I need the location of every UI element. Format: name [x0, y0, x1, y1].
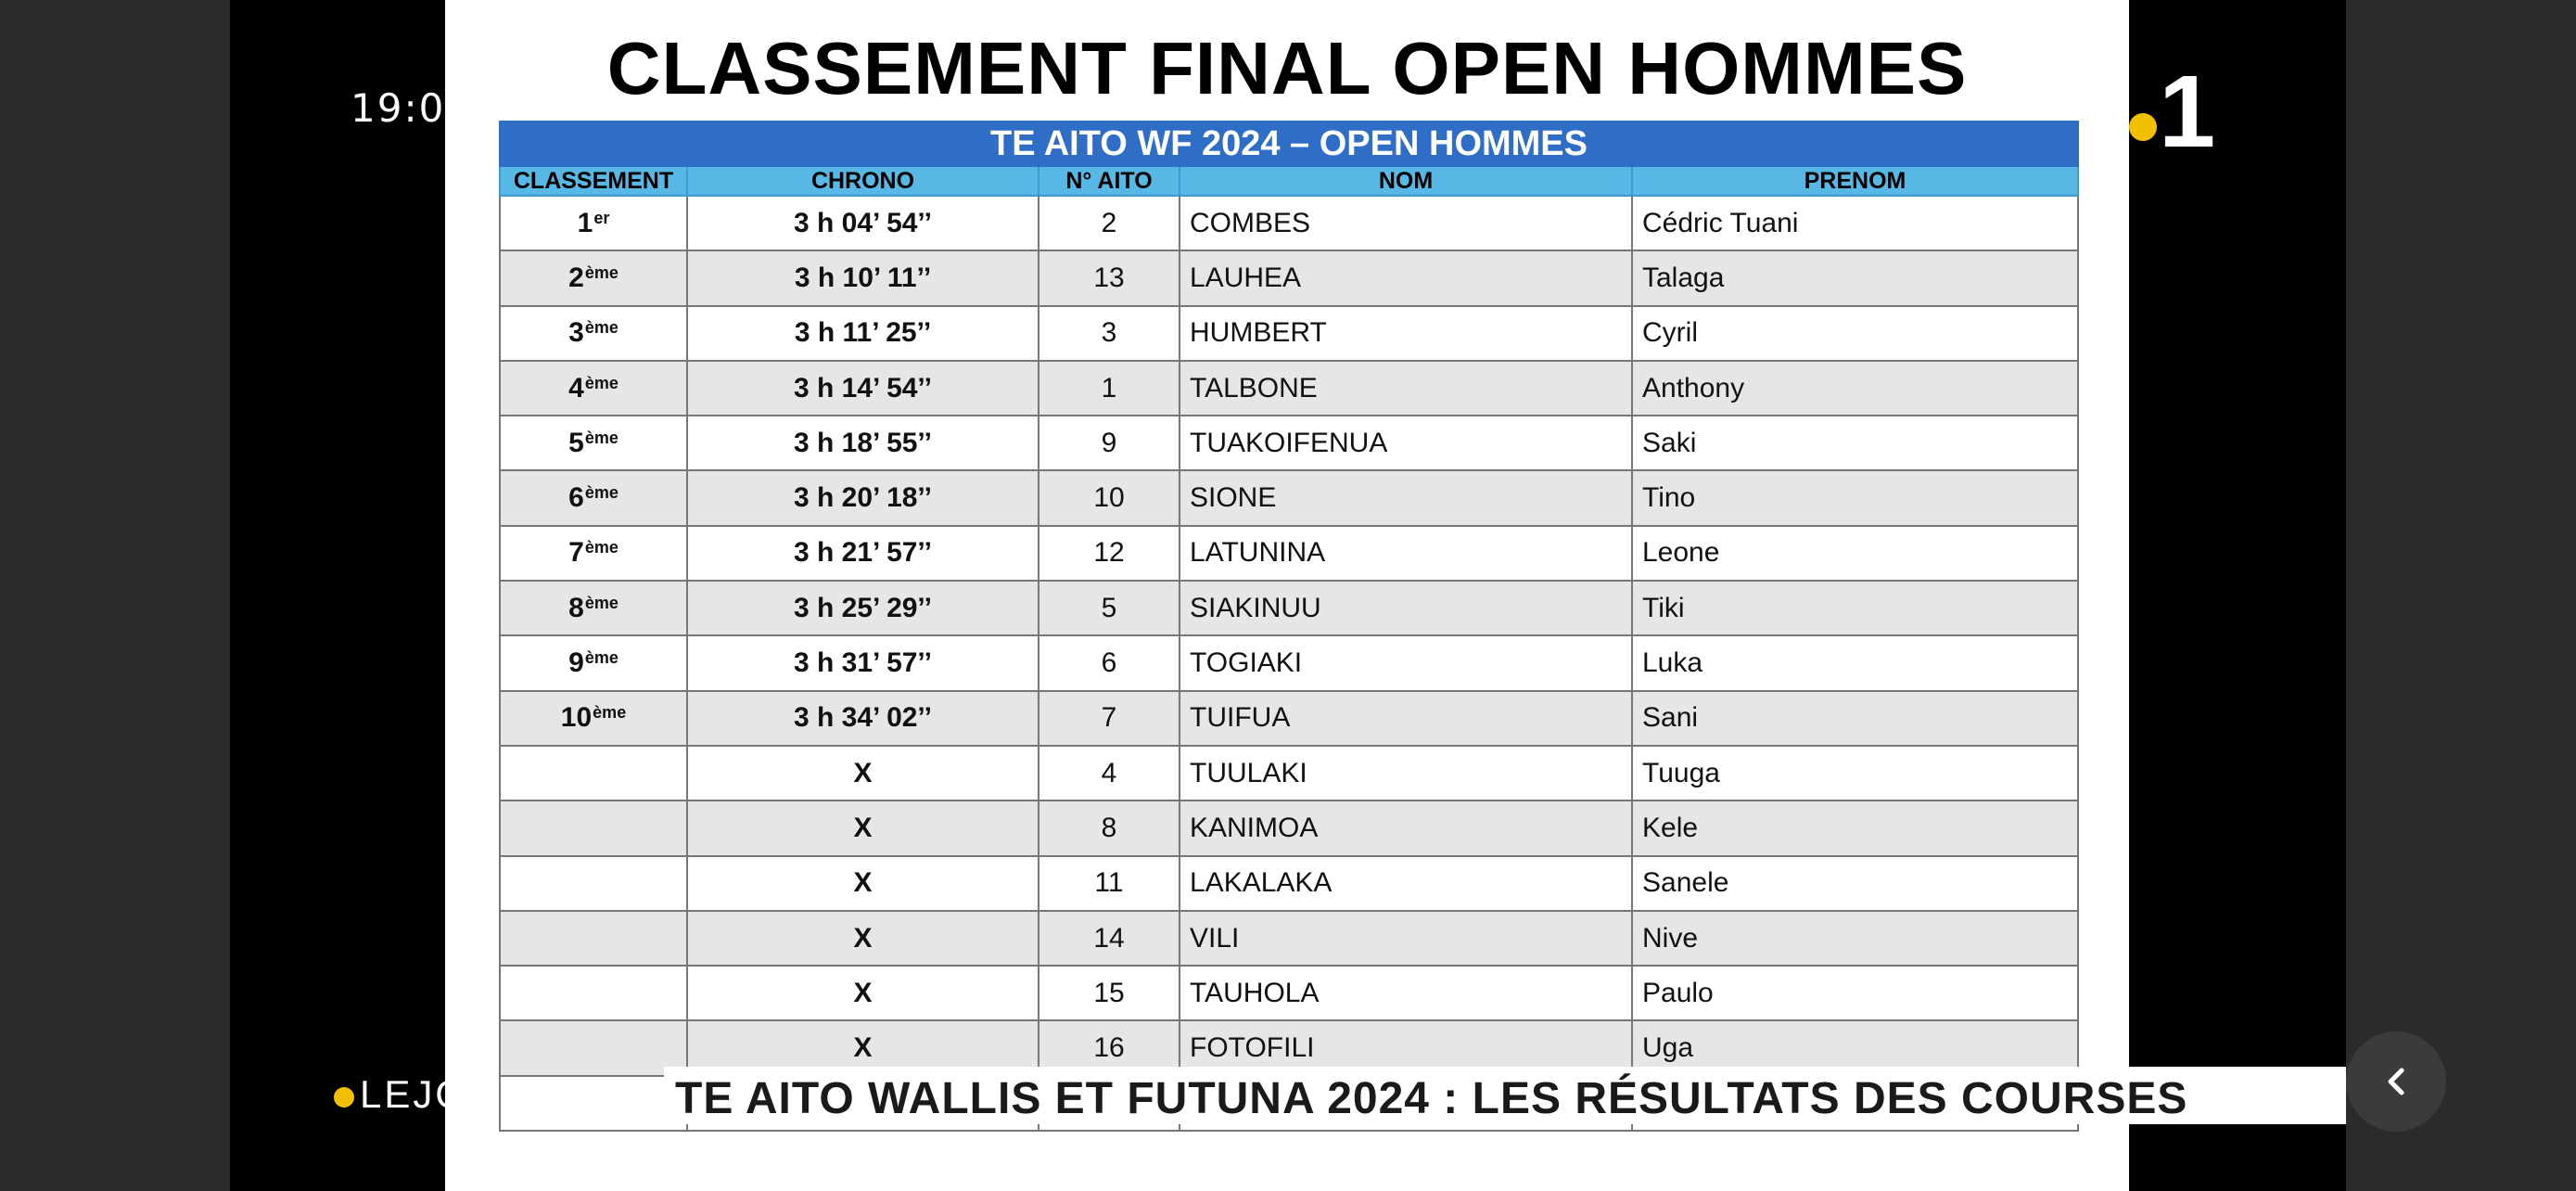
table-row	[500, 635, 2078, 690]
cell-nom: VILI	[1180, 911, 1632, 966]
cell-prenom: Paulo	[1632, 966, 2078, 1020]
cell-chrono: X	[687, 746, 1039, 800]
cell-nom: TUULAKI	[1180, 746, 1632, 800]
ticker-text: TE AITO WALLIS ET FUTUNA 2024 : LES RÉSULTATS DES COURSES	[675, 1074, 2188, 1123]
cell-prenom: Cédric Tuani	[1632, 196, 2078, 250]
rank-number: 10	[560, 702, 593, 734]
cell-nom: LAKALAKA	[1180, 856, 1632, 911]
cell-classement	[500, 250, 687, 305]
rank-suffix: ème	[584, 373, 618, 392]
cell-classement	[500, 416, 687, 470]
cell-classement	[500, 526, 687, 581]
table-row	[500, 526, 2078, 581]
cell-aito: 10	[1039, 470, 1180, 525]
slide-title: CLASSEMENT FINAL OPEN HOMMES	[606, 27, 1968, 109]
table-row	[500, 911, 2078, 966]
cell-chrono: 3 h 14’ 54’’	[687, 361, 1039, 416]
cell-classement	[500, 856, 687, 911]
cell-aito: 3	[1039, 306, 1180, 361]
cell-classement	[500, 470, 687, 525]
cell-prenom: Leone	[1632, 526, 2078, 581]
cell-classement	[500, 581, 687, 635]
cell-nom: LATUNINA	[1180, 526, 1632, 581]
cell-chrono: 3 h 18’ 55’’	[687, 416, 1039, 470]
table-row	[500, 196, 2078, 250]
cell-chrono: 3 h 10’ 11’’	[687, 250, 1039, 305]
cell-chrono: 3 h 20’ 18’’	[687, 470, 1039, 525]
rank-number: 3	[568, 317, 584, 349]
table-row	[500, 800, 2078, 855]
cell-prenom: Sanele	[1632, 856, 2078, 911]
cell-nom: TUAKOIFENUA	[1180, 416, 1632, 470]
cell-aito: 4	[1039, 746, 1180, 800]
cell-chrono: X	[687, 966, 1039, 1020]
left-letterbox	[0, 0, 230, 1191]
rank-number: 2	[568, 262, 584, 293]
cell-aito: 2	[1039, 196, 1180, 250]
cell-chrono: 3 h 04’ 54’’	[687, 196, 1039, 250]
cell-chrono: X	[687, 800, 1039, 855]
cell-prenom: Nive	[1632, 911, 2078, 966]
rank-suffix: ème	[584, 648, 618, 668]
table-row	[500, 250, 2078, 305]
chevron-left-icon	[2378, 1063, 2415, 1100]
clock: 19:01	[351, 85, 473, 131]
rank-suffix: ème	[584, 318, 618, 338]
cell-aito: 1	[1039, 361, 1180, 416]
cell-prenom: Saki	[1632, 416, 2078, 470]
table-row	[500, 361, 2078, 416]
cell-nom: FOTOFILI	[1180, 1020, 1632, 1075]
cell-nom: LAUHEA	[1180, 250, 1632, 305]
cell-aito: 15	[1039, 966, 1180, 1020]
column-header-prenom: PRENOM	[1632, 166, 2078, 196]
table-row	[500, 306, 2078, 361]
cell-chrono: 3 h 11’ 25’’	[687, 306, 1039, 361]
column-header-nom: NOM	[1180, 166, 1632, 196]
results-slide	[445, 0, 2129, 1191]
table-banner: TE AITO WF 2024 – OPEN HOMMES	[500, 122, 2078, 166]
cell-aito: 13	[1039, 250, 1180, 305]
table-row	[500, 416, 2078, 470]
cell-aito: 12	[1039, 526, 1180, 581]
cell-aito: 6	[1039, 635, 1180, 690]
column-header-classement: CLASSEMENT	[500, 166, 687, 196]
cell-chrono: 3 h 25’ 29’’	[687, 581, 1039, 635]
cell-prenom: Uga	[1632, 1020, 2078, 1075]
rank-number: 1	[577, 207, 593, 238]
cell-classement	[500, 196, 687, 250]
rank-suffix: ème	[593, 703, 627, 723]
table-row	[500, 746, 2078, 800]
rank-number: 8	[568, 592, 584, 623]
channel-number: 1	[2159, 55, 2216, 169]
column-header-aito: N° AITO	[1039, 166, 1180, 196]
cell-classement	[500, 911, 687, 966]
cell-prenom: Luka	[1632, 635, 2078, 690]
cell-aito: 8	[1039, 800, 1180, 855]
cell-nom: TAUHOLA	[1180, 966, 1632, 1020]
cell-prenom: Tiki	[1632, 581, 2078, 635]
cell-classement	[500, 1020, 687, 1075]
table-row	[500, 470, 2078, 525]
news-ticker	[664, 1067, 2346, 1124]
cell-prenom: Sani	[1632, 691, 2078, 746]
rank-suffix: ème	[584, 428, 618, 447]
cell-nom: SIAKINUU	[1180, 581, 1632, 635]
cell-chrono: 3 h 31’ 57’’	[687, 635, 1039, 690]
rank-number: 4	[568, 372, 584, 403]
cell-prenom: Talaga	[1632, 250, 2078, 305]
cell-nom: SIONE	[1180, 470, 1632, 525]
cell-aito: 11	[1039, 856, 1180, 911]
cell-prenom: Tuuga	[1632, 746, 2078, 800]
table-row	[500, 966, 2078, 1020]
cell-nom: TUIFUA	[1180, 691, 1632, 746]
brand-dot	[334, 1087, 354, 1108]
results-table	[499, 121, 2079, 1132]
cell-chrono: X	[687, 911, 1039, 966]
table-row	[500, 691, 2078, 746]
cell-chrono: 3 h 21’ 57’’	[687, 526, 1039, 581]
cell-classement	[500, 306, 687, 361]
cell-nom: HUMBERT	[1180, 306, 1632, 361]
cell-chrono: X	[687, 856, 1039, 911]
cell-chrono: 3 h 34’ 02’’	[687, 691, 1039, 746]
cell-nom: COMBES	[1180, 196, 1632, 250]
rank-suffix: ème	[584, 538, 618, 557]
right-letterbox	[2346, 0, 2576, 1191]
cell-classement	[500, 746, 687, 800]
rank-suffix: er	[593, 208, 610, 227]
logo-dot	[2129, 113, 2157, 141]
cell-nom: KANIMOA	[1180, 800, 1632, 855]
cell-aito: 7	[1039, 691, 1180, 746]
cell-aito: 9	[1039, 416, 1180, 470]
cell-classement	[500, 800, 687, 855]
cell-prenom: Anthony	[1632, 361, 2078, 416]
rank-number: 5	[568, 427, 584, 458]
cell-chrono: X	[687, 1020, 1039, 1075]
cell-prenom: Kele	[1632, 800, 2078, 855]
cell-aito: 16	[1039, 1020, 1180, 1075]
rank-suffix: ème	[584, 593, 618, 612]
brand-text: LEJOURNAL	[360, 1072, 615, 1116]
rank-suffix: ème	[584, 483, 618, 503]
back-button[interactable]	[2346, 1031, 2446, 1132]
cell-aito: 5	[1039, 581, 1180, 635]
cell-classement	[500, 691, 687, 746]
cell-prenom: Cyril	[1632, 306, 2078, 361]
video-player[interactable]	[230, 0, 2346, 1191]
rank-number: 9	[568, 647, 584, 679]
column-header-chrono: CHRONO	[687, 166, 1039, 196]
cell-aito: 14	[1039, 911, 1180, 966]
rank-number: 6	[568, 482, 584, 514]
table-banner-row	[500, 122, 2078, 166]
cell-classement	[500, 635, 687, 690]
table-body	[500, 196, 2078, 1131]
cell-nom: TOGIAKI	[1180, 635, 1632, 690]
rank-number: 7	[568, 537, 584, 569]
rank-suffix: ème	[584, 263, 618, 282]
cell-classement	[500, 361, 687, 416]
cell-prenom: Tino	[1632, 470, 2078, 525]
table-row	[500, 856, 2078, 911]
table-row	[500, 581, 2078, 635]
cell-nom: TALBONE	[1180, 361, 1632, 416]
table-header-row	[500, 166, 2078, 196]
cell-classement	[500, 966, 687, 1020]
